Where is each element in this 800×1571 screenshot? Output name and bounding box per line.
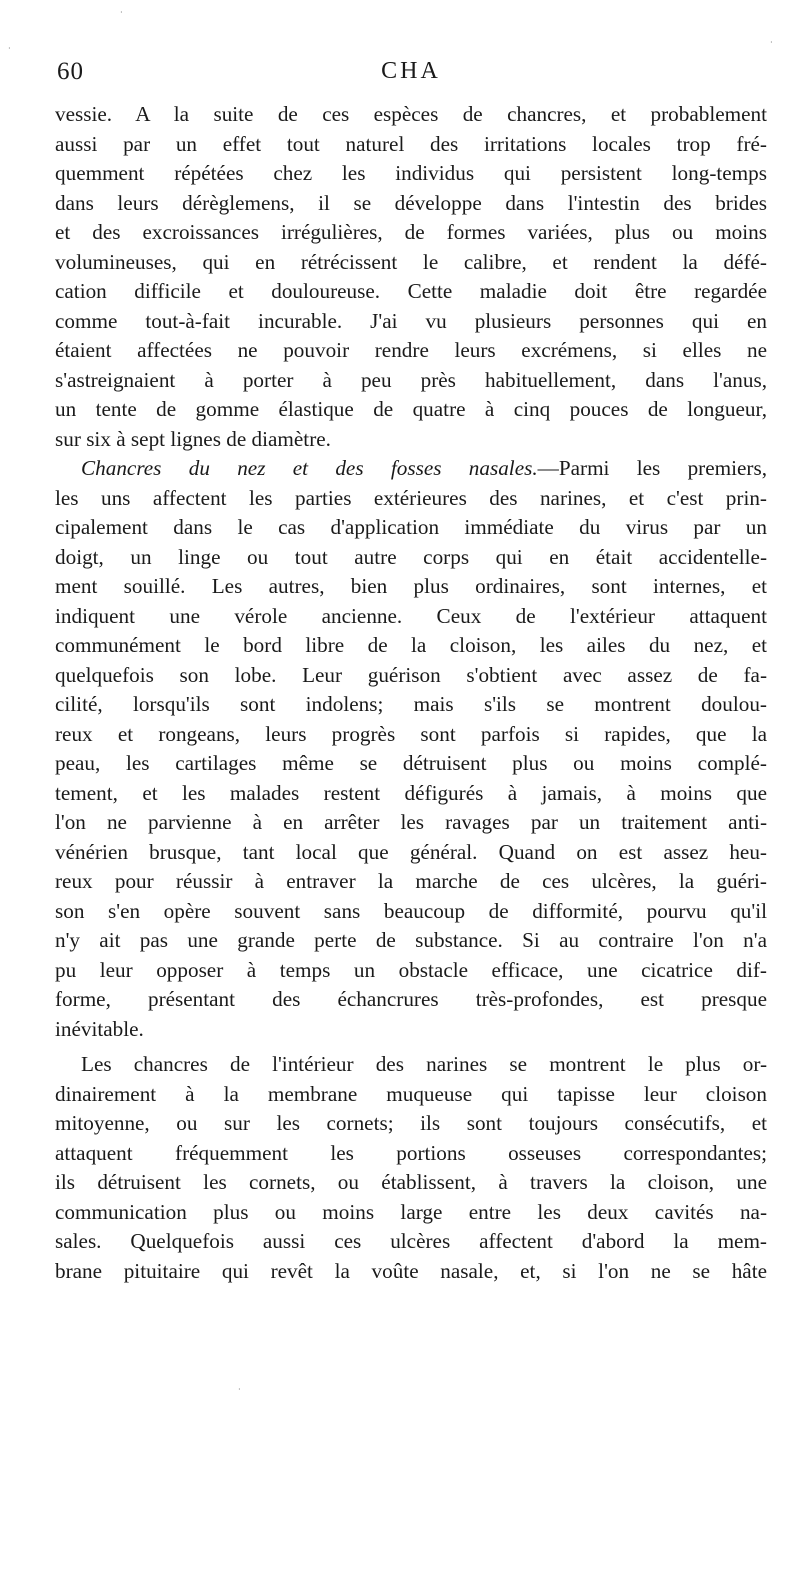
scan-speck: · — [770, 38, 773, 47]
text-line: vessie. A la suite de ces espèces de chancres, et probablement — [55, 102, 767, 126]
text-line: inévitable. — [55, 1016, 144, 1041]
page-header — [55, 58, 767, 94]
scan-noise-footer — [120, 1518, 760, 1528]
text-line: dinairement à la membrane muqueuse qui tapisse leur cloison — [55, 1081, 767, 1106]
text-line: sales. Quelquefois aussi ces ulcères affectent d'abord la mem- — [55, 1229, 767, 1253]
text-line: brane pituitaire qui revêt la voûte nasale, et, si l'on ne se hâte — [55, 1258, 767, 1283]
text-line: reux pour réussir à entraver la marche de ces ulcères, la guéri- — [55, 869, 767, 893]
text-line: communément le bord libre de la cloison, les ailes du nez, et — [55, 633, 767, 657]
body-text — [55, 100, 767, 1286]
text-line: l'on ne parvienne à en arrêter les ravages par un traitement anti- — [55, 810, 767, 834]
text-line: quemment répétées chez les individus qui persistent long-temps — [55, 161, 767, 185]
section-lead-text: —Parmi les premiers, — [537, 456, 767, 480]
paragraph-1 — [55, 100, 767, 454]
text-line: ils détruisent les cornets, ou établissent, à travers la cloison, une — [55, 1170, 767, 1194]
text-line: aussi par un effet tout naturel des irritations locales trop fré- — [55, 131, 767, 156]
text-line: reux et rongeans, leurs progrès sont parfois si rapides, que la — [55, 721, 767, 746]
text-line: ment souillé. Les autres, bien plus ordinaires, sont internes, et — [55, 574, 767, 598]
text-line: pu leur opposer à temps un obstacle efficace, une cicatrice dif- — [55, 957, 767, 982]
scan-speck: · — [120, 8, 123, 17]
paragraph-2 — [55, 454, 767, 1044]
text-line: étaient affectées ne pouvoir rendre leurs excrémens, si elles ne — [55, 338, 767, 362]
text-line: un tente de gomme élastique de quatre à cinq pouces de longueur, — [55, 397, 767, 421]
text-line: les uns affectent les parties extérieures des narines, et c'est prin- — [55, 485, 767, 510]
text-line: cation difficile et douloureuse. Cette maladie doit être regardée — [55, 279, 767, 303]
running-head: CHA — [381, 58, 441, 84]
text-line: volumineuses, qui en rétrécissent le calibre, et rendent la défé- — [55, 249, 767, 274]
text-line: s'astreignaient à porter à peu près habituellement, dans l'anus, — [55, 367, 767, 392]
text-line: cipalement dans le cas d'application immédiate du virus par un — [55, 515, 767, 539]
text-line: comme tout-à-fait incurable. J'ai vu plusieurs personnes qui en — [55, 308, 767, 333]
section-lead-line — [55, 454, 767, 484]
text-line: Les chancres de l'intérieur des narines se montrent le plus or- — [81, 1052, 767, 1076]
section-heading: Chancres du nez et des fosses nasales. — [81, 456, 538, 480]
text-line: vénérien brusque, tant local que général. Quand on est assez heu- — [55, 839, 767, 864]
scan-speck: · — [238, 1385, 241, 1394]
text-line: son s'en opère souvent sans beaucoup de difformité, pourvu qu'il — [55, 898, 767, 923]
text-line: sur six à sept lignes de diamètre. — [55, 426, 331, 451]
page-number: 60 — [57, 58, 84, 85]
text-line: quelquefois son lobe. Leur guérison s'obtient avec assez de fa- — [55, 662, 767, 687]
text-line: et des excroissances irrégulières, de formes variées, plus ou moins — [55, 220, 767, 244]
text-line: doigt, un linge ou tout autre corps qui en était accidentelle- — [55, 544, 767, 569]
paragraph-3 — [55, 1050, 767, 1286]
text-line: communication plus ou moins large entre les deux cavités na- — [55, 1199, 767, 1224]
scan-speck: · — [8, 44, 11, 53]
text-line: cilité, lorsqu'ils sont indolens; mais s'ils se montrent doulou- — [55, 692, 767, 716]
text-line: n'y ait pas une grande perte de substance. Si au contraire l'on n'a — [55, 928, 767, 952]
text-line: dans leurs dérèglemens, il se développe dans l'intestin des brides — [55, 190, 767, 215]
text-line: tement, et les malades restent défigurés à jamais, à moins que — [55, 780, 767, 805]
text-line: indiquent une vérole ancienne. Ceux de l'extérieur attaquent — [55, 603, 767, 628]
text-line: forme, présentant des échancrures très-profondes, est presque — [55, 987, 767, 1011]
text-line: attaquent fréquemment les portions osseuses correspondantes; — [55, 1140, 767, 1165]
text-line: peau, les cartilages même se détruisent plus ou moins complé- — [55, 751, 767, 775]
text-line: mitoyenne, ou sur les cornets; ils sont toujours consécutifs, et — [55, 1111, 767, 1135]
